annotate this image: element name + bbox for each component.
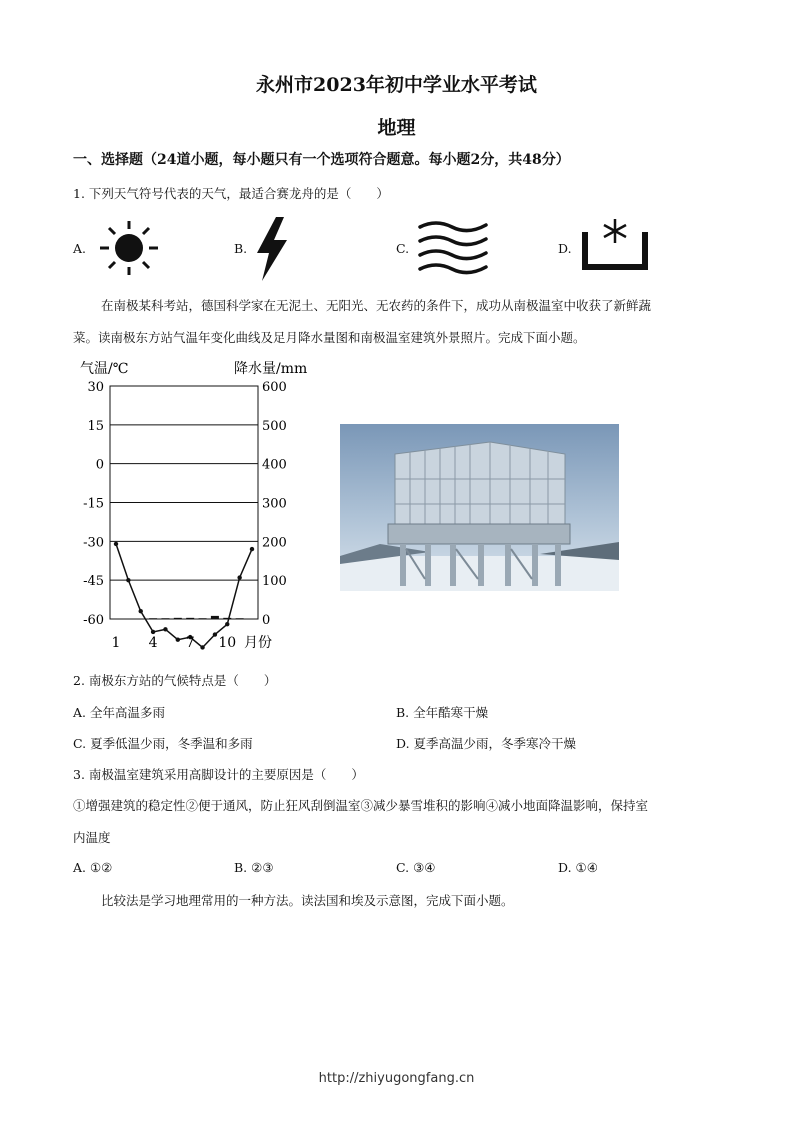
climate-chart [70, 355, 340, 655]
temperature-tick-label: 0 [95, 457, 104, 473]
lightning-icon [254, 216, 290, 282]
temperature-tick-label: 15 [87, 418, 104, 434]
q1-stem: 1. 下列天气符号代表的天气，最适合赛龙舟的是（ ） [73, 186, 389, 201]
greenhouse-photo [340, 424, 619, 591]
precipitation-tick-label: 200 [262, 535, 287, 551]
passage-line-1: 在南极某科考站，德国科学家在无泥土、无阳光、无农药的条件下，成功从南极温室中收获了新鲜蔬 [101, 298, 652, 313]
precipitation-bar [161, 618, 169, 619]
temperature-tick-label: -60 [83, 613, 104, 628]
temperature-point [151, 630, 155, 634]
temperature-point [126, 578, 130, 582]
section-heading: 一、选择题（24道小题，每小题只有一个选项符合题意。每小题2分，共48分） [73, 152, 570, 168]
temperature-tick-label: -15 [83, 496, 104, 512]
temperature-point [163, 627, 167, 631]
month-tick-label: 10 [218, 635, 237, 651]
q2-option-a: A. 全年高温多雨 [73, 705, 165, 720]
q2-option-b: B. 全年酷寒干燥 [396, 705, 489, 720]
footer-url: http://zhiyugongfang.cn [318, 1071, 475, 1086]
temperature-tick-label: -30 [83, 535, 104, 551]
q2-option-d: D. 夏季高温少雨，冬季寒冷干燥 [396, 736, 577, 751]
q3-detail-line-2: 内温度 [73, 830, 111, 845]
precipitation-bar [149, 618, 157, 619]
q3-option-b: B. ②③ [234, 860, 274, 875]
q3-detail-line-1: ①增强建筑的稳定性②便于通风，防止狂风刮倒温室③减少暴雪堆积的影响④减小地面降温影响，保持室 [73, 798, 649, 813]
snow-cover-icon [580, 216, 650, 272]
temperature-point [237, 575, 241, 579]
q3-stem: 3. 南极温室建筑采用高脚设计的主要原因是（ ） [73, 767, 364, 782]
month-tick-label: 1 [111, 635, 121, 651]
precipitation-bar [236, 618, 244, 619]
precipitation-axis-label: 降水量/mm [234, 361, 308, 377]
temperature-curve [116, 544, 252, 648]
q1-option-c-label: C. [396, 241, 410, 256]
precipitation-tick-label: 500 [262, 418, 287, 434]
sun-icon [96, 218, 162, 278]
haze-waves-icon [416, 218, 492, 276]
exam-subject: 地理 [377, 117, 416, 139]
q2-option-c: C. 夏季低温少雨，冬季温和多雨 [73, 736, 253, 751]
temperature-axis-label: 气温/℃ [80, 361, 129, 377]
q1-option-b-label: B. [234, 241, 248, 256]
q3-option-a: A. ①② [73, 860, 113, 875]
temperature-point [176, 638, 180, 642]
passage-line-2: 菜。读南极东方站气温年变化曲线及足月降水量图和南极温室建筑外景照片。完成下面小题。 [73, 330, 586, 345]
precipitation-bar [211, 616, 219, 619]
q2-stem: 2. 南极东方站的气候特点是（ ） [73, 673, 277, 688]
temperature-point [213, 632, 217, 636]
q3-option-d: D. ①④ [558, 860, 598, 875]
q3-option-c: C. ③④ [396, 860, 436, 875]
precipitation-tick-label: 300 [262, 496, 287, 512]
precipitation-tick-label: 400 [262, 457, 287, 473]
temperature-point [250, 547, 254, 551]
temperature-point [114, 542, 118, 546]
passage-2: 比较法是学习地理常用的一种方法。读法国和埃及示意图，完成下面小题。 [101, 893, 514, 908]
temperature-tick-label: 30 [87, 380, 104, 395]
precipitation-tick-label: 0 [262, 613, 271, 628]
precipitation-bar [223, 618, 231, 619]
month-axis-label: 月份 [244, 635, 272, 651]
exam-title: 永州市2023年初中学业水平考试 [256, 74, 537, 96]
temperature-point [225, 622, 229, 626]
month-tick-label: 7 [185, 635, 195, 651]
precipitation-bar [199, 618, 207, 619]
q1-option-d-label: D. [558, 241, 572, 256]
q1-option-a-label: A. [73, 241, 87, 256]
precipitation-tick-label: 600 [262, 380, 287, 395]
precipitation-tick-label: 100 [262, 574, 287, 590]
precipitation-bar [186, 618, 194, 619]
precipitation-bar [174, 618, 182, 619]
temperature-tick-label: -45 [83, 574, 104, 590]
temperature-point [200, 645, 204, 649]
month-tick-label: 4 [148, 635, 158, 651]
temperature-point [139, 609, 143, 613]
